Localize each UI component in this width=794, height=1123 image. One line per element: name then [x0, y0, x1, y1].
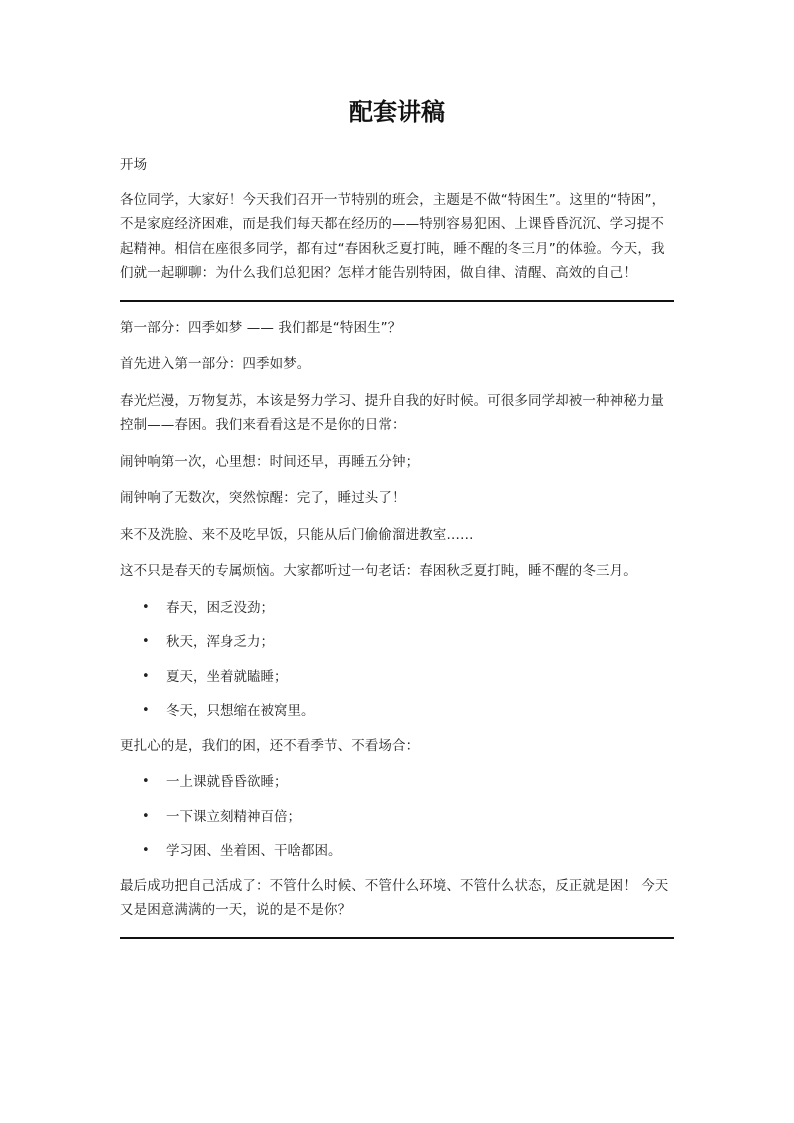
opening-label: 开场: [120, 157, 148, 173]
part1-paragraph-7: 最后成功把自己活成了：不管什么时候、不管什么环境、不管什么状态，反正就是困！ 今天又是困意满满的一天，说的是不是你？: [120, 877, 669, 918]
section-divider: [120, 300, 674, 302]
list-item: • 冬天，只想缩在被窝里。: [166, 699, 674, 724]
document-title: 配套讲稿: [349, 98, 445, 126]
part1-intro: 首先进入第一部分：四季如梦。: [120, 356, 311, 372]
part1-heading: 第一部分：四季如梦 —— 我们都是“特困生”？: [120, 319, 402, 336]
list-item: • 春天，困乏没劲；: [166, 596, 674, 621]
opening-paragraph: 各位同学，大家好！今天我们召开一节特别的班会，主题是不做“特困生”。这里的“特困”，不是家庭经济困难，而是我们每天都在经历的——特别容易犯困、上课昏昏沉沉、学习提不起精神。相信在座很多同学，都有过“春困秋乏夏打盹，睡不醒的冬三月”的体验。今天，我们就一起聊聊：为什么我们总犯困？怎样才能告别特困，做自律、清醒、高效的自己！: [120, 191, 666, 281]
seasons-list: [120, 596, 674, 724]
part1-paragraph-6: 更扎心的是，我们的困，还不看季节、不看场合：: [120, 737, 420, 754]
situations-list: [120, 770, 674, 864]
section-divider: [120, 937, 674, 939]
list-item: • 学习困、坐着困、干啥都困。: [166, 839, 674, 864]
list-item: • 夏天，坐着就瞌睡；: [166, 665, 674, 690]
part1-paragraph-4: 来不及洗脸、来不及吃早饭，只能从后门偷偷溜进教室……: [120, 526, 474, 543]
part1-paragraph-1: 春光烂漫，万物复苏，本该是努力学习、提升自我的好时候。可很多同学却被一种神秘力量控制——春困。我们来看看这是不是你的日常：: [120, 392, 664, 433]
part1-paragraph-2: 闹钟响第一次，心里想：时间还早，再睡五分钟；: [120, 453, 420, 470]
part1-paragraph-3: 闹钟响了无数次，突然惊醒：完了，睡过头了！: [120, 490, 406, 506]
list-item: • 一上课就昏昏欲睡；: [166, 770, 674, 795]
list-item: • 一下课立刻精神百倍；: [166, 805, 674, 830]
part1-paragraph-5: 这不只是春天的专属烦恼。大家都听过一句老话：春困秋乏夏打盹，睡不醒的冬三月。: [120, 563, 637, 579]
list-item: • 秋天，浑身乏力；: [166, 630, 674, 655]
